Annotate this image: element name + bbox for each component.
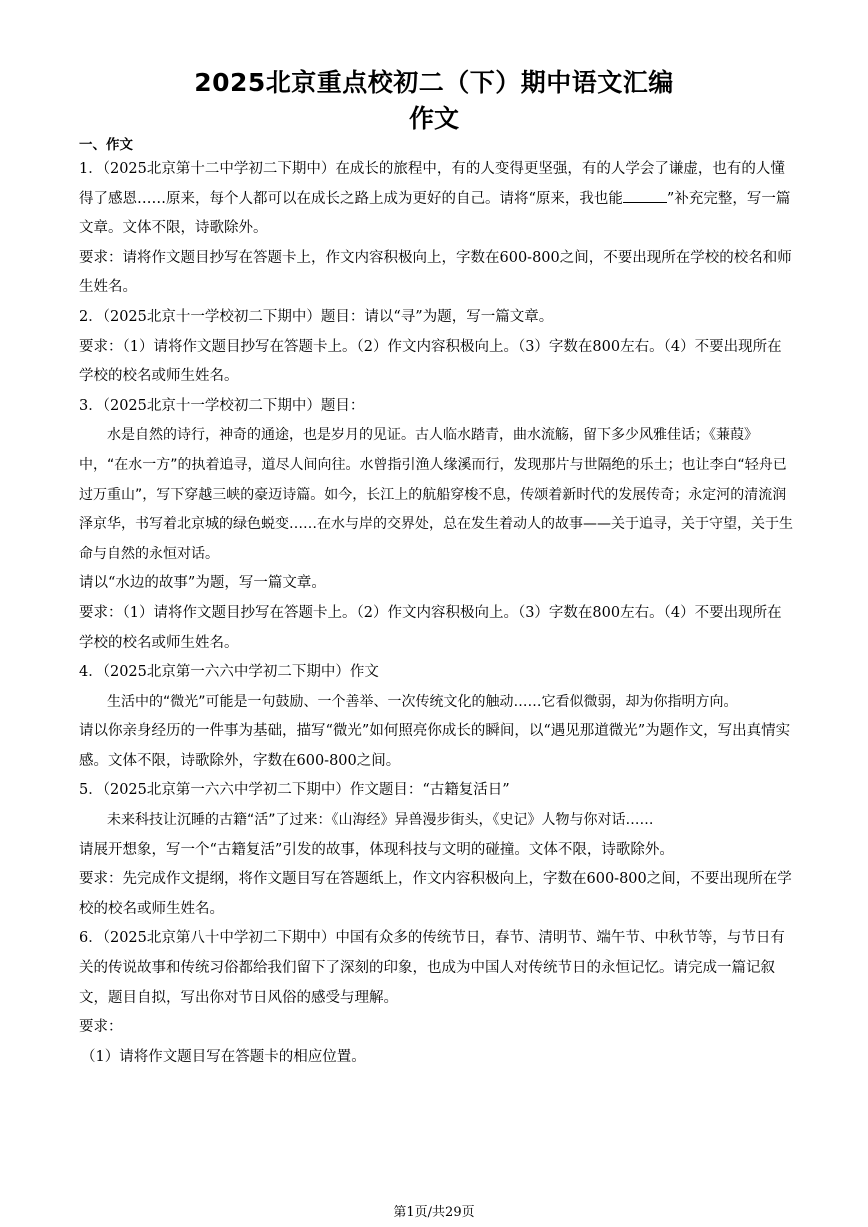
fill-in-blank: [623, 188, 667, 203]
question-1: [79, 155, 793, 244]
question-3: 3．（2025北京十一学校初二下期中）题目：: [79, 397, 365, 414]
question-5-passage: 未来科技让沉睡的古籍“活”了过来：《山海经》异兽漫步街头，《史记》人物与你对话……: [107, 812, 654, 829]
question-2-requirement: 要求：（1）请将作文题目抄写在答题卡上。（2）作文内容积极向上。（3）字数在800左右。（4）不要出现所在学校的校名或师生姓名。: [79, 338, 782, 385]
question-4-prompt: 请以你亲身经历的一件事为基础，描写“微光”如何照亮你成长的瞬间，以“遇见那道微光”为题作文，写出真情实感。文体不限，诗歌除外，字数在600-800之间。: [79, 723, 791, 769]
question-3-requirement: 要求：（1）请将作文题目抄写在答题卡上。（2）作文内容积极向上。（3）字数在800左右。（4）不要出现所在学校的校名或师生姓名。: [79, 604, 782, 651]
question-6-requirement-1: （1）请将作文题目写在答题卡的相应位置。: [81, 1048, 366, 1065]
question-3-prompt: 请以“水边的故事”为题，写一篇文章。: [79, 575, 326, 592]
question-1-text-a: 1．（2025北京第十二中学初二下期中）在成长的旅程中，有的人变得更坚强，有的人学会了谦虚，也有的人懂得了感恩……原来，每个人都可以在成长之路上成为更好的自己。请将“原来，我也能: [79, 161, 785, 207]
question-1-text-b: ”补充完整，写一篇文章。文体不限，诗歌除外。: [79, 190, 791, 237]
question-6: 6．（2025北京第八十中学初二下期中）中国有众多的传统节日，春节、清明节、端午节、中秋节等，与节日有关的传说故事和传统习俗都给我们留下了深刻的印象，也成为中国人对传统节日的永恒记忆。请完成一篇记叙文，题目自拟，写出你对节日风俗的感受与理解。: [79, 930, 785, 1006]
question-5-requirement: 要求：先完成作文提纲，将作文题目写在答题纸上，作文内容积极向上，字数在600-800之间，不要出现所在学校的校名或师生姓名。: [79, 871, 792, 917]
question-2: 2．（2025北京十一学校初二下期中）题目：请以“寻”为题，写一篇文章。: [79, 308, 554, 325]
question-5-prompt: 请展开想象，写一个“古籍复活”引发的故事，体现科技与文明的碰撞。文体不限，诗歌除外。: [79, 841, 674, 858]
question-4: 4．（2025北京第一六六中学初二下期中）作文: [79, 664, 379, 681]
question-5: 5．（2025北京第一六六中学初二下期中）作文题目：“古籍复活日”: [79, 782, 510, 799]
question-1-requirement: 要求：请将作文题目抄写在答题卡上，作文内容积极向上，字数在600-800之间，不要出现所在学校的校名和师生姓名。: [79, 249, 792, 296]
question-6-requirement-label: 要求：: [79, 1019, 123, 1036]
document-body: [79, 135, 793, 1072]
question-3-passage: 水是自然的诗行，神奇的通途，也是岁月的见证。古人临水踏青，曲水流觞，留下多少风雅佳话；《蒹葭》中，“在水一方”的执着追寻，道尽人间向往。水曾指引渔人缘溪而行，发现那片与世隔绝的乐土；也让李白“轻舟已过万重山”，写下穿越三峡的豪迈诗篇。如今，长江上的航船穿梭不息，传颂着新时代的发展传奇；永定河的清流润泽京华，书写着北京城的绿色蜕变……在水与岸的交界处，总在发生着动人的故事——关于追寻，关于守望，关于生命与自然的永恒对话。: [79, 427, 793, 562]
section-heading: 一、作文: [79, 137, 133, 153]
page-number: 第1页/共29页: [393, 1205, 475, 1220]
document-subtitle: 作文: [408, 104, 459, 133]
question-4-passage: 生活中的“微光”可能是一句鼓励、一个善举、一次传统文化的触动……它看似微弱，却为你指明方向。: [107, 693, 738, 710]
document-title: 2025北京重点校初二（下）期中语文汇编: [194, 68, 674, 97]
